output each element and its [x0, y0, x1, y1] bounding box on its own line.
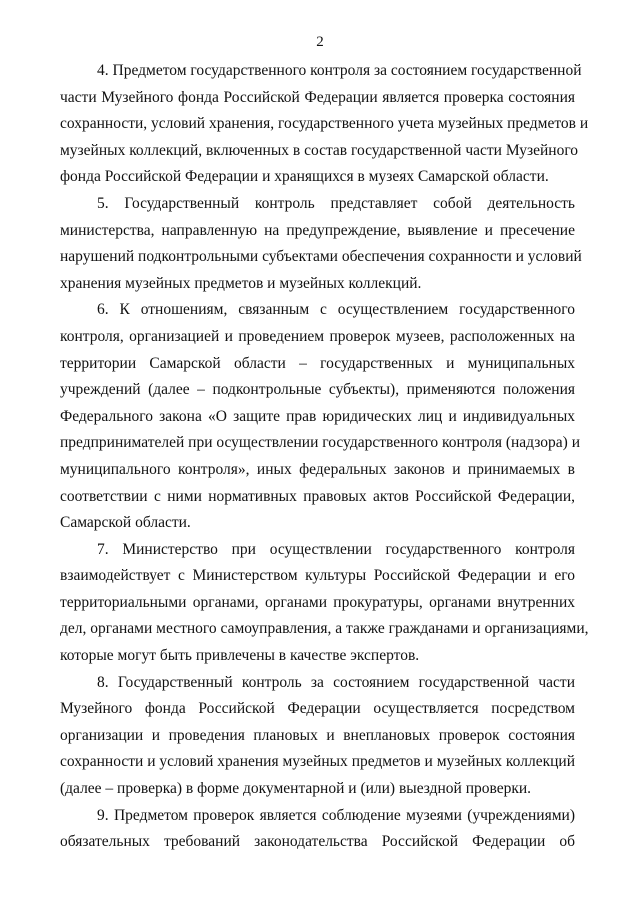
text-line: 7. Министерство при осуществлении государственного контроля — [97, 540, 575, 558]
text-line: части Музейного фонда Российской Федерации является проверка состояния — [60, 88, 575, 106]
text-line: 9. Предметом проверок является соблюдение музеями (учреждениями) — [97, 806, 575, 824]
paragraph-6 — [60, 297, 580, 536]
text-line: обязательных требований законодательства Российской Федерации об — [60, 833, 575, 851]
text-line: территории Самарской области – государственных и муниципальных — [60, 354, 575, 372]
text-line: дел, органами местного самоуправления, а также гражданами и организациями, — [60, 620, 589, 638]
text-line: сохранности, условий хранения, государственного учета музейных предметов и — [60, 115, 589, 133]
text-line: хранения музейных предметов и музейных коллекций. — [60, 274, 422, 292]
text-line: Федерального закона «О защите прав юридических лиц и индивидуальных — [60, 407, 575, 425]
text-line: (далее – проверка) в форме документарной и (или) выездной проверки. — [60, 780, 532, 798]
text-line: 4. Предметом государственного контроля за состоянием государственной — [97, 62, 582, 79]
text-line: муниципального контроля», иных федеральных законов и принимаемых в — [60, 460, 575, 478]
document-body — [60, 58, 589, 856]
paragraph-5 — [60, 191, 582, 297]
text-line: предпринимателей при осуществлении государственного контроля (надзора) и — [60, 434, 580, 452]
page-number: 2 — [316, 34, 324, 50]
text-line: 8. Государственный контроль за состоянием государственной части — [97, 673, 575, 691]
text-line: 6. К отношениям, связанным с осуществлением государственного — [97, 301, 575, 319]
text-line: нарушений подконтрольными субъектами обеспечения сохранности и условий — [60, 248, 582, 266]
paragraph-7 — [60, 537, 589, 670]
paragraph-8 — [60, 670, 575, 803]
paragraph-4 — [60, 58, 589, 191]
paragraph-9 — [60, 803, 575, 856]
text-line: которые могут быть привлечены в качестве экспертов. — [60, 647, 420, 665]
text-line: взаимодействует с Министерством культуры Российской Федерации и его — [60, 567, 575, 585]
text-line: сохранности и условий хранения музейных предметов и музейных коллекций — [60, 753, 575, 771]
text-line: 5. Государственный контроль представляет собой деятельность — [97, 194, 575, 212]
text-line: учреждений (далее – подконтрольные субъекты), применяются положения — [60, 381, 575, 399]
text-line: фонда Российской Федерации и хранящихся в музеях Самарской области. — [60, 168, 549, 186]
text-line: организации и проведения плановых и внеплановых проверок состояния — [60, 726, 575, 744]
text-line: территориальными органами, органами прокуратуры, органами внутренних — [60, 593, 575, 611]
text-line: Музейного фонда Российской Федерации осуществляется посредством — [60, 700, 575, 718]
text-line: контроля, организацией и проведением проверок музеев, расположенных на — [60, 327, 575, 345]
text-line: музейных коллекций, включенных в состав государственной части Музейного — [60, 141, 579, 159]
text-line: министерства, направленную на предупреждение, выявление и пресечение — [60, 221, 575, 239]
text-line: соответствии с ними нормативных правовых актов Российской Федерации, — [60, 487, 575, 505]
text-line: Самарской области. — [60, 514, 191, 532]
